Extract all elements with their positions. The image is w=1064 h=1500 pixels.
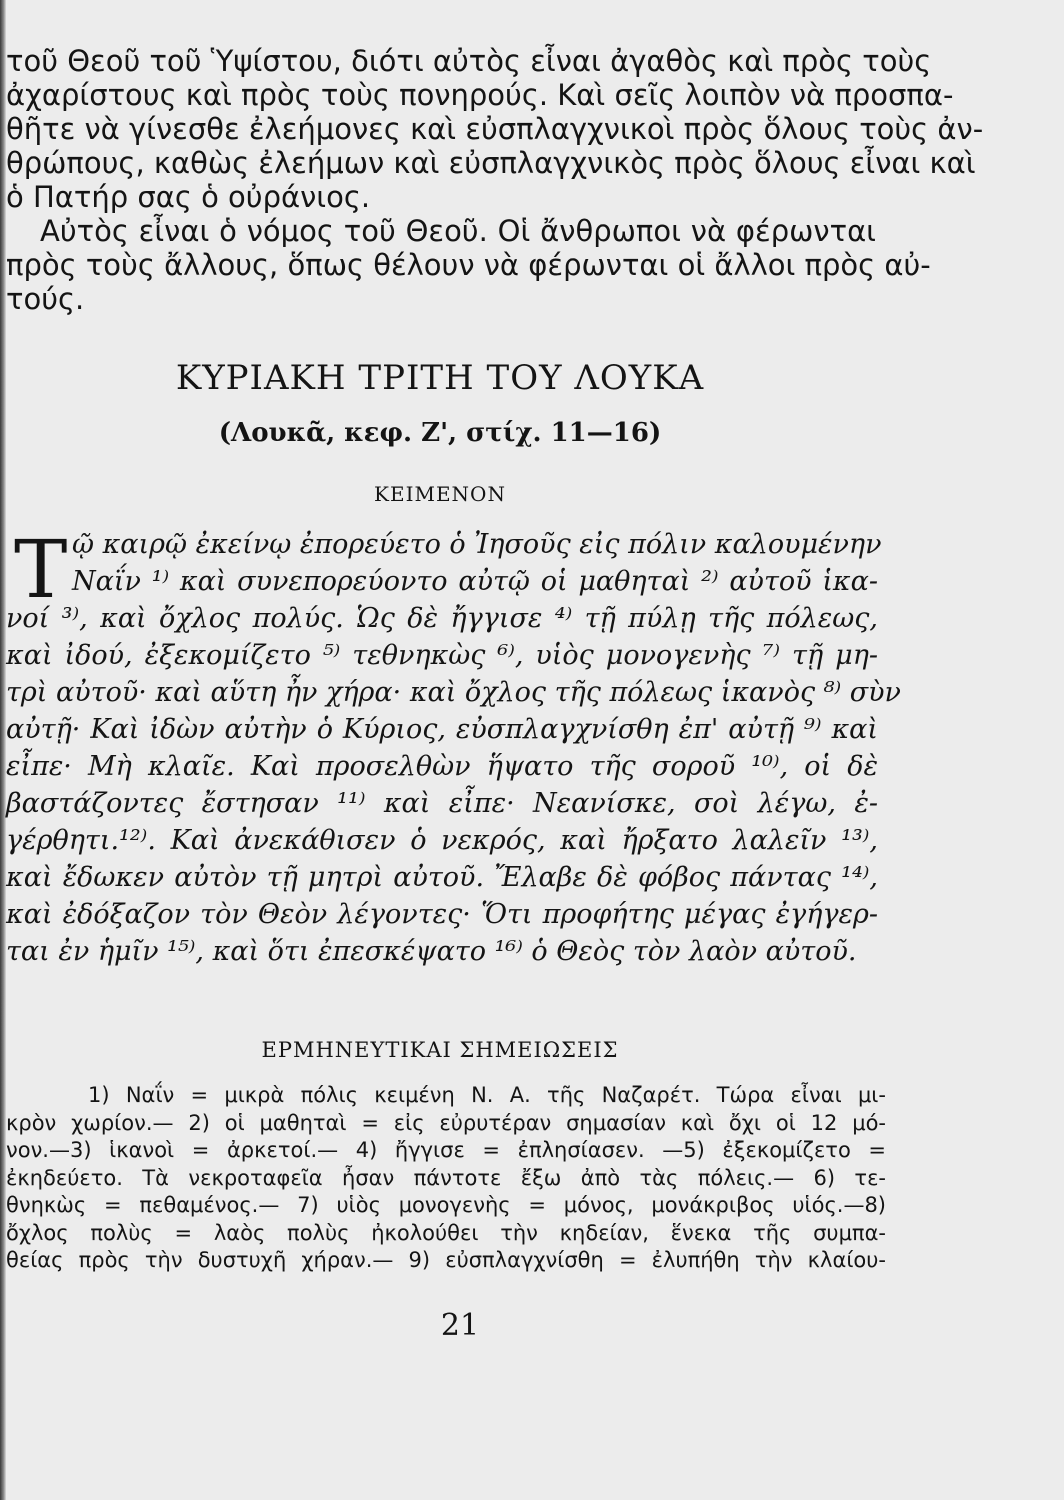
intro-line: τούς. [6,282,85,316]
drop-cap: Τ [14,523,68,616]
scripture-line: ται ἐν ἡμῖν ¹⁵⁾, καὶ ὅτι ἐπεσκέψατο ¹⁶⁾ ὁ Θεὸς τὸν λαὸν αὐτοῦ. [6,936,857,967]
intro-line: ὁ Πατήρ σας ὁ οὐράνιος. [6,180,371,214]
scripture-line: καὶ ἐδόξαζον τὸν Θεὸν λέγοντες· Ὅτι προφήτης μέγας ἐγήγερ- [6,899,878,930]
note-line: ἐκηδεύετο. Τὰ νεκροταφεῖα ἦσαν πάντοτε ἔξω ἀπὸ τὰς πόλεις.— 6) τε- [6,1165,886,1190]
intro-paragraph [6,44,984,316]
intro-line: θῆτε νὰ γίνεσθε ἐλεήμονες καὶ εὐσπλαγχνικοὶ πρὸς ὅλους τοὺς ἀν- [6,112,984,146]
scripture-line: βαστάζοντες ἔστησαν ¹¹⁾ καὶ εἶπε· Νεανίσκε, σοὶ λέγω, ἐ- [6,788,878,819]
chapter-heading: ΚΥΡΙΑΚΗ ΤΡΙΤΗ ΤΟΥ ΛΟΥΚΑ [175,358,705,398]
note-line: θείας πρὸς τὴν δυστυχῆ χήραν.— 9) εὐσπλαγχνίσθη = ἐλυπήθη τὴν κλαίου- [6,1248,886,1272]
intro-line: πρὸς τοὺς ἄλλους, ὅπως θέλουν νὰ φέρωνται οἱ ἄλλοι πρὸς αὐ- [6,248,931,282]
section-title: ΚΕΙΜΕΝΟΝ [374,482,506,506]
note-line: 1) Ναΐν = μικρὰ πόλις κειμένη Ν. Α. τῆς Ναζαρέτ. Τώρα εἶναι μι- [88,1083,886,1107]
intro-line: θρώπους, καθὼς ἐλεήμων καὶ εὐσπλαγχνικὸς πρὸς ὅλους εἶναι καὶ [6,146,976,180]
intro-line: τοῦ Θεοῦ τοῦ Ὑψίστου, διότι αὐτὸς εἶναι ἀγαθὸς καὶ πρὸς τοὺς [6,44,932,78]
scripture-line: τρὶ αὐτοῦ· καὶ αὕτη ἦν χήρα· καὶ ὄχλος τῆς πόλεως ἱκανὸς ⁸⁾ σὺν [6,677,901,708]
scripture-text [6,523,901,970]
notes-title: ΕΡΜΗΝΕΥΤΙΚΑΙ ΣΗΜΕΙΩΣΕΙΣ [261,1038,619,1062]
scripture-line: καὶ ἔδωκεν αὐτὸν τῇ μητρὶ αὐτοῦ. Ἔλαβε δὲ φόβος πάντας ¹⁴⁾, [6,862,878,893]
page-number: 21 [440,1308,480,1343]
notes-text [6,1082,886,1275]
scripture-line: νοί ³⁾, καὶ ὄχλος πολύς. Ὡς δὲ ἤγγισε ⁴⁾ τῇ πύλῃ τῆς πόλεως, [6,603,878,634]
note-line: ὄχλος πολὺς = λαὸς πολὺς ἠκολούθει τὴν κηδείαν, ἕνεκα τῆς συμπα- [6,1220,886,1245]
note-line: θνηκὼς = πεθαμένος.— 7) υἱὸς μονογενὴς = μόνος, μονάκριβος υἱός.—8) [6,1193,886,1217]
scripture-line: Ναΐν ¹⁾ καὶ συνεπορεύοντο αὐτῷ οἱ μαθηταὶ ²⁾ αὐτοῦ ἱκα- [72,566,878,597]
note-line: κρὸν χωρίον.— 2) οἱ μαθηταὶ = εἰς εὐρυτέραν σημασίαν καὶ ὄχι οἱ 12 μό- [6,1110,886,1135]
intro-line: Αὐτὸς εἶναι ὁ νόμος τοῦ Θεοῦ. Οἱ ἄνθρωποι νὰ φέρωνται [40,214,876,248]
scripture-reference: (Λουκᾶ, κεφ. Ζ', στίχ. 11—16) [218,418,662,448]
scripture-line: γέρθητι.¹²⁾. Καὶ ἀνεκάθισεν ὁ νεκρός, καὶ ἤρξατο λαλεῖν ¹³⁾, [6,825,878,856]
scripture-line: εἶπε· Μὴ κλαῖε. Καὶ προσελθὼν ἥψατο τῆς σοροῦ ¹⁰⁾, οἱ δὲ [6,751,878,782]
note-line: νον.—3) ἱκανοὶ = ἀρκετοί.— 4) ἤγγισε = ἐπλησίασεν. —5) ἐξεκομίζετο = [6,1138,886,1162]
scripture-line: ῷ καιρῷ ἐκείνῳ ἐπορεύετο ὁ Ἰησοῦς εἰς πόλιν καλουμένην [72,529,882,560]
scripture-line: αὐτῇ· Καὶ ἰδὼν αὐτὴν ὁ Κύριος, εὐσπλαγχνίσθη ἐπ' αὐτῇ ⁹⁾ καὶ [6,714,878,745]
scripture-line: καὶ ἰδού, ἐξεκομίζετο ⁵⁾ τεθνηκὼς ⁶⁾, υἱὸς μονογενὴς ⁷⁾ τῇ μη- [6,640,878,671]
intro-line: ἀχαρίστους καὶ πρὸς τοὺς πονηρούς. Καὶ σεῖς λοιπὸν νὰ προσπα- [6,78,954,112]
